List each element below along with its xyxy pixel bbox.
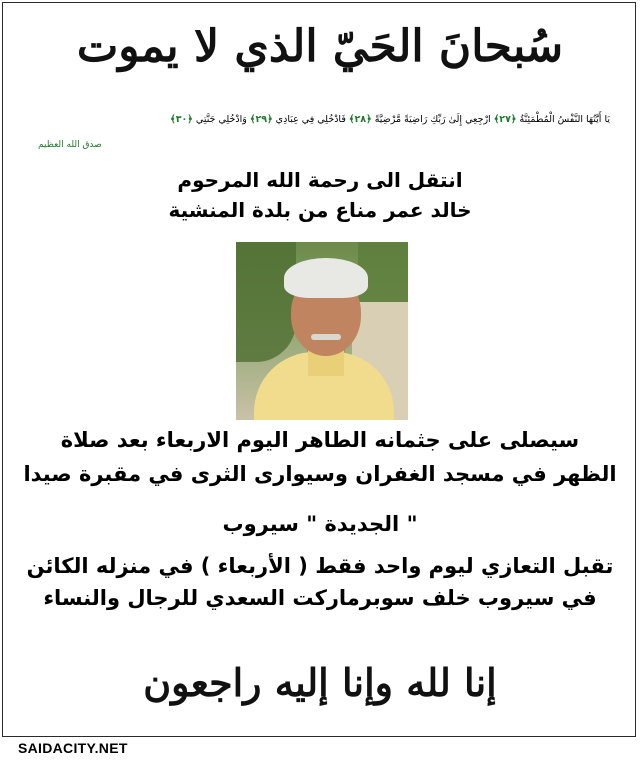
site-watermark[interactable]: SAIDACITY.NET (18, 740, 128, 756)
body-line-2: الظهر في مسجد الغفران وسيوارى الثرى في مقبرة صيدا (23, 462, 617, 486)
footer-calligraphy: إنا لله وإنا إليه راجعون (143, 660, 497, 705)
announcement-line-2: خالد عمر مناع من بلدة المنشية (168, 198, 472, 222)
verse-part-3: فَادْخُلِي فِي عِبَادِي (275, 114, 346, 125)
verse-number-29: ﴿٢٩﴾ (249, 114, 273, 125)
quran-verse (30, 113, 610, 127)
announcement-line-1: انتقل الى رحمة الله المرحوم (177, 168, 463, 192)
body-line-5: في سيروب خلف سوبرماركت السعدي للرجال والنساء (43, 586, 597, 610)
body-line-4: تقبل التعازي ليوم واحد فقط ( الأربعاء ) في منزله الكائن (26, 554, 614, 578)
sadaq-allah: صدق الله العظيم (38, 140, 102, 150)
body-line-1: سيصلى على جثمانه الطاهر اليوم الاربعاء بعد صلاة (60, 428, 580, 452)
photo-mustache (311, 334, 341, 340)
photo-foliage-left (236, 242, 296, 362)
verse-part-1: يَا أَيَّتُهَا النَّفْسُ الْمُطْمَئِنَّةُ (519, 114, 610, 125)
verse-part-2: ارْجِعِي إِلَىٰ رَبِّكِ رَاضِيَةً مَّرْضِيَّةً (374, 114, 491, 125)
verse-number-30: ﴿٣٠﴾ (170, 114, 193, 125)
photo-hair (284, 258, 368, 298)
header-calligraphy: سُبحانَ الحَيّ الذي لا يموت (76, 21, 564, 72)
verse-part-4: وَادْخُلِي جَنَّتِي (195, 114, 247, 125)
verse-number-28: ﴿٢٨﴾ (348, 114, 372, 125)
deceased-photo (236, 242, 408, 420)
verse-number-27: ﴿٢٧﴾ (493, 114, 517, 125)
body-line-3: " الجديدة " سيروب (222, 512, 418, 536)
